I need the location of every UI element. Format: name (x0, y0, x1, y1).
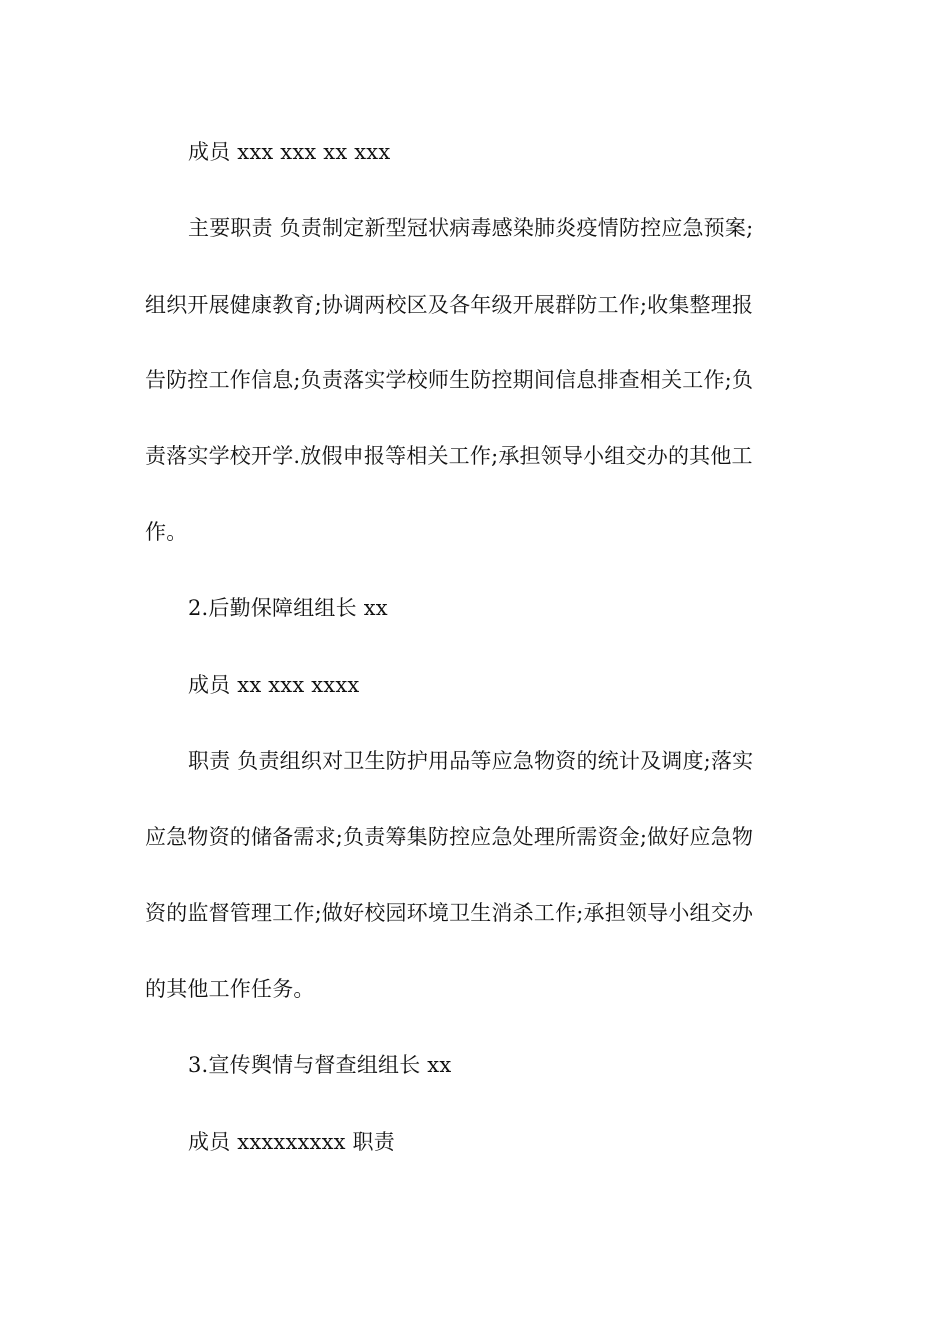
group3-members-line: 成员 xxxxxxxxx 职责 (188, 1130, 395, 1154)
group2-members-line: 成员 xx xxx xxxx (188, 673, 360, 697)
group1-duties-line-3: 告防控工作信息;负责落实学校师生防控期间信息排查相关工作;负 (145, 368, 754, 392)
group2-heading: 2.后勤保障组组长 xx (188, 596, 388, 620)
group2-duties-line-4: 的其他工作任务。 (145, 977, 315, 1001)
group1-duties-line-1: 主要职责 负责制定新型冠状病毒感染肺炎疫情防控应急预案; (188, 216, 754, 240)
group2-duties-line-1: 职责 负责组织对卫生防护用品等应急物资的统计及调度;落实 (188, 749, 754, 773)
group2-duties-line-3: 资的监督管理工作;做好校园环境卫生消杀工作;承担领导小组交办 (145, 901, 754, 925)
group1-duties-line-5: 作。 (145, 520, 188, 544)
group1-members-line: 成员 xxx xxx xx xxx (188, 140, 391, 164)
group2-duties-line-2: 应急物资的储备需求;负责筹集防控应急处理所需资金;做好应急物 (145, 825, 754, 849)
group1-duties-line-4: 责落实学校开学.放假申报等相关工作;承担领导小组交办的其他工 (145, 444, 753, 468)
group1-duties-line-2: 组织开展健康教育;协调两校区及各年级开展群防工作;收集整理报 (145, 293, 754, 317)
group3-heading: 3.宣传舆情与督查组组长 xx (188, 1053, 452, 1077)
